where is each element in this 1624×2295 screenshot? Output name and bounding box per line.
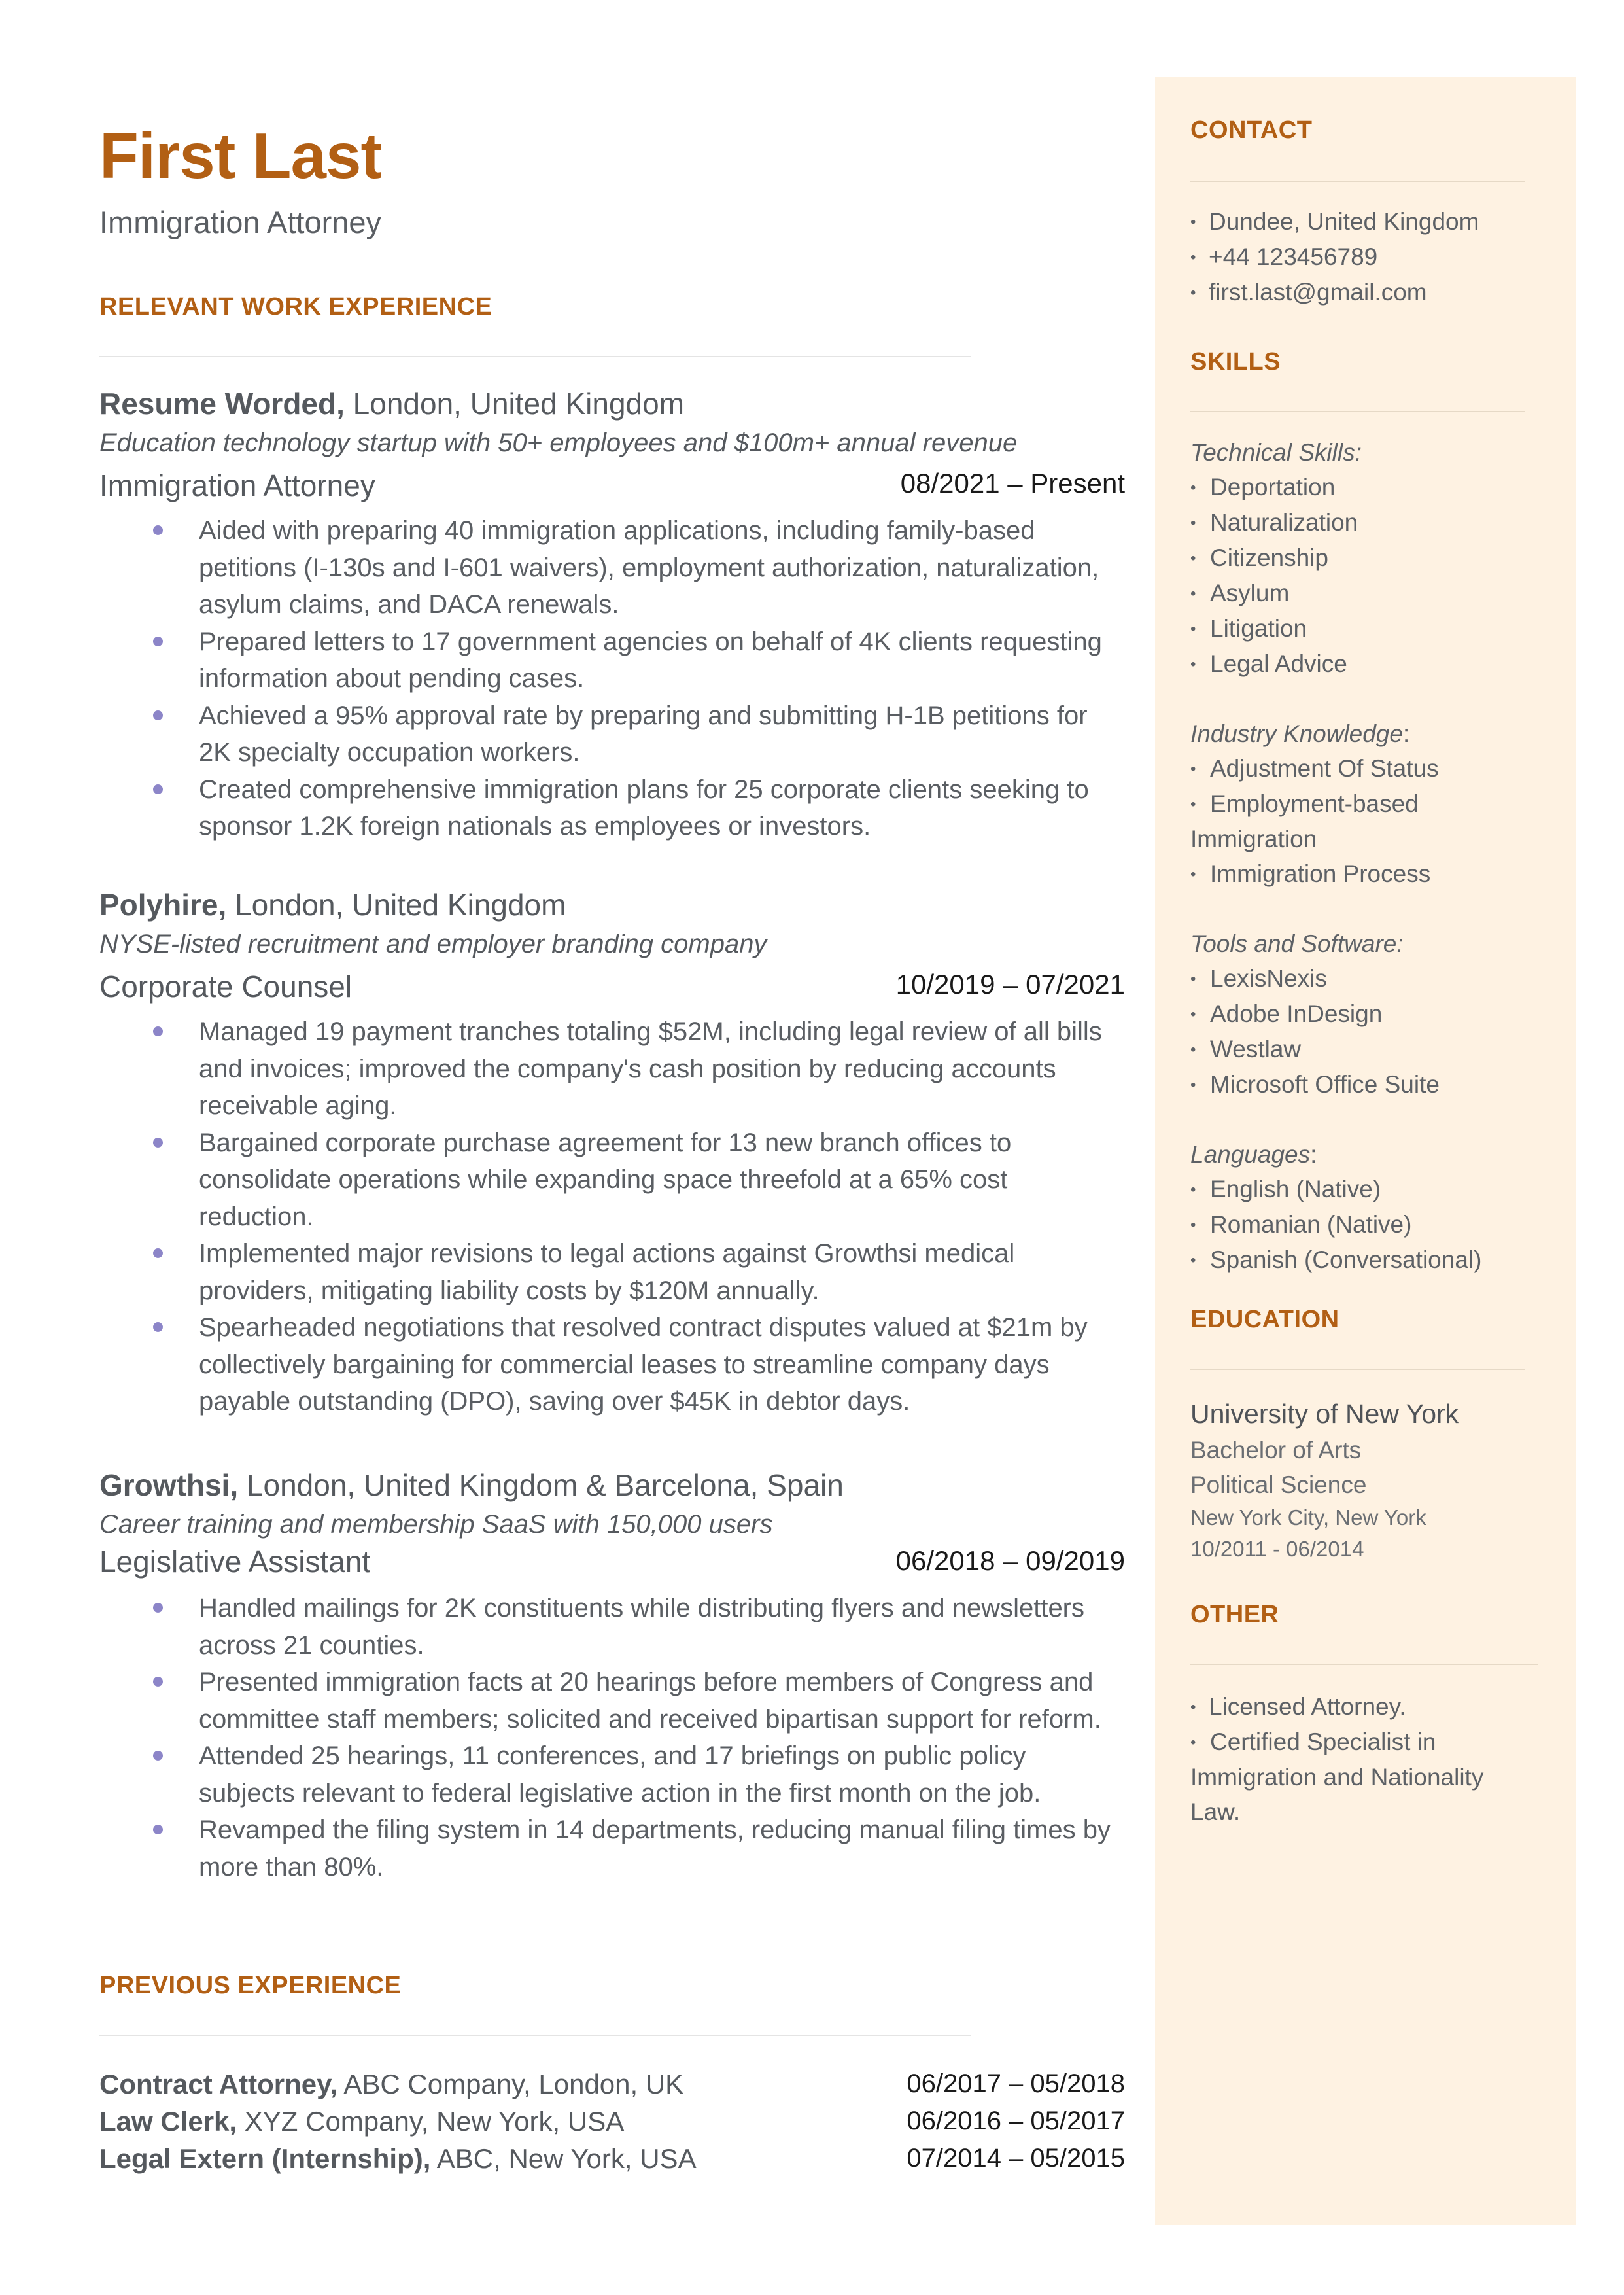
- bullet-item: Attended 25 hearings, 11 conferences, and 17 briefings on public policy subjects relevant to federal legislative action in the first month on the job.: [99, 1738, 1125, 1812]
- contact-phone: • +44 123456789: [1190, 239, 1557, 275]
- bullet-item: Achieved a 95% approval rate by preparing and submitting H-1B petitions for 2K specialty occupation workers.: [99, 697, 1125, 771]
- bullet-icon: •: [1190, 249, 1196, 266]
- education-school: University of New York: [1190, 1399, 1459, 1429]
- job-role: Immigration Attorney: [99, 468, 375, 502]
- skills-list: [1190, 435, 1557, 1312]
- section-divider: [99, 356, 971, 357]
- bullet-item: Handled mailings for 2K constituents while distributing flyers and newsletters across 21 counties.: [99, 1590, 1125, 1664]
- section-heading-previous-experience: PREVIOUS EXPERIENCE: [99, 1972, 402, 1999]
- sidebar-divider: [1190, 1369, 1525, 1370]
- bullet-item: Revamped the filing system in 14 departments, reducing manual filing times by more than 80%.: [99, 1812, 1125, 1885]
- previous-org: ABC, New York, USA: [430, 2143, 697, 2174]
- job-role: Legislative Assistant: [99, 1545, 371, 1579]
- job-company-description: Career training and membership SaaS with 150,000 users: [99, 1510, 773, 1539]
- job-company: Growthsi,: [99, 1468, 239, 1502]
- bullet-dot-icon: [153, 1248, 163, 1258]
- skill-item: • Naturalization: [1190, 509, 1358, 536]
- previous-experience-row: [99, 2103, 1125, 2140]
- skill-item-wrap: Immigration: [1190, 826, 1317, 852]
- sidebar-heading-skills: SKILLS: [1190, 348, 1281, 376]
- sidebar-divider: [1190, 411, 1525, 412]
- skills-group-technical: [1190, 435, 1557, 682]
- job-dates: 10/2019 – 07/2021: [895, 969, 1125, 1000]
- skill-item: • Microsoft Office Suite: [1190, 1071, 1440, 1098]
- sidebar-heading-contact: CONTACT: [1190, 116, 1313, 144]
- other-list: [1190, 1689, 1530, 1829]
- job-company: Resume Worded,: [99, 387, 345, 421]
- section-divider: [99, 2035, 971, 2036]
- job-entry: [99, 1465, 1125, 1885]
- job-dates: 08/2021 – Present: [900, 468, 1125, 499]
- education-dates: 10/2011 - 06/2014: [1190, 1537, 1364, 1561]
- job-company-line: [99, 885, 1125, 924]
- skills-group-tools: [1190, 926, 1557, 1102]
- education-entry: [1190, 1395, 1557, 1565]
- skill-item: • Adobe InDesign: [1190, 1000, 1383, 1027]
- job-role-row: [99, 463, 1125, 512]
- job-company: Polyhire,: [99, 888, 227, 922]
- skills-group-label: Technical Skills:: [1190, 439, 1362, 466]
- bullet-item: Created comprehensive immigration plans for 25 corporate clients seeking to sponsor 1.2K foreign nationals as employees or investors.: [99, 771, 1125, 845]
- skills-group-industry: [1190, 716, 1557, 892]
- bullet-dot-icon: [153, 1751, 163, 1761]
- skills-group-label: Languages:: [1190, 1141, 1317, 1168]
- previous-experience-row: [99, 2140, 1125, 2177]
- job-location: London, United Kingdom: [226, 888, 566, 922]
- bullet-item: Spearheaded negotiations that resolved contract disputes valued at $21m by collectively bargaining for commercial leases to streamline company days payable outstanding (DPO), saving over $45K in debtor days.: [99, 1309, 1125, 1420]
- skills-group-label: Tools and Software:: [1190, 930, 1404, 957]
- bullet-icon: •: [1190, 1698, 1196, 1716]
- bullet-item: Implemented major revisions to legal actions against Growthsi medical providers, mitigating liability costs by $120M annually.: [99, 1235, 1125, 1309]
- contact-email[interactable]: • first.last@gmail.com: [1190, 275, 1557, 310]
- previous-role: Law Clerk,: [99, 2106, 237, 2137]
- bullet-item: Presented immigration facts at 20 hearings before members of Congress and committee staff members; solicited and received bipartisan support for reform.: [99, 1664, 1125, 1738]
- bullet-dot-icon: [153, 1322, 163, 1332]
- skills-group-languages: [1190, 1137, 1557, 1278]
- skill-item: • LexisNexis: [1190, 965, 1327, 992]
- sidebar-divider: [1190, 1664, 1538, 1665]
- previous-experience-list: [99, 2065, 1125, 2177]
- previous-org: XYZ Company, New York, USA: [237, 2106, 625, 2137]
- bullet-item: Bargained corporate purchase agreement for 13 new branch offices to consolidate operations while expanding space threefold at a 65% cost reduction.: [99, 1125, 1125, 1236]
- candidate-name: First Last: [99, 120, 382, 192]
- skill-item: • Citizenship: [1190, 544, 1328, 571]
- skill-item: • Employment-based: [1190, 790, 1419, 817]
- skills-group-label: Industry Knowledge:: [1190, 720, 1410, 747]
- section-heading-relevant-experience: RELEVANT WORK EXPERIENCE: [99, 293, 492, 321]
- sidebar-heading-other: OTHER: [1190, 1601, 1279, 1628]
- education-degree: Bachelor of Arts: [1190, 1437, 1362, 1463]
- bullet-item: Prepared letters to 17 government agencies on behalf of 4K clients requesting information about pending cases.: [99, 623, 1125, 697]
- bullet-icon: •: [1190, 284, 1196, 302]
- job-bullets: [99, 512, 1125, 845]
- sidebar-divider: [1190, 181, 1525, 182]
- bullet-item: Managed 19 payment tranches totaling $52M, including legal review of all bills and invoices; improved the company's cash position by reducing accounts receivable aging.: [99, 1013, 1125, 1125]
- skill-item: • Asylum: [1190, 580, 1290, 606]
- skill-item: • Adjustment Of Status: [1190, 755, 1439, 782]
- other-item: • Certified Specialist in: [1190, 1725, 1530, 1760]
- other-item: • Licensed Attorney.: [1190, 1689, 1530, 1725]
- bullet-dot-icon: [153, 1603, 163, 1613]
- job-location: London, United Kingdom & Barcelona, Spain: [238, 1468, 844, 1502]
- job-role: Corporate Counsel: [99, 970, 353, 1004]
- bullet-icon: •: [1190, 1734, 1196, 1751]
- bullet-dot-icon: [153, 1825, 163, 1834]
- previous-role: Contract Attorney,: [99, 2069, 338, 2099]
- previous-experience-row: [99, 2065, 1125, 2103]
- education-major: Political Science: [1190, 1471, 1367, 1498]
- bullet-dot-icon: [153, 710, 163, 720]
- previous-dates: 06/2017 – 05/2018: [907, 2069, 1125, 2098]
- contact-location: • Dundee, United Kingdom: [1190, 204, 1557, 239]
- job-company-line: [99, 384, 1125, 423]
- job-entry: [99, 885, 1125, 1420]
- job-location: London, United Kingdom: [344, 387, 685, 421]
- skill-item: • English (Native): [1190, 1176, 1381, 1202]
- skill-item: • Spanish (Conversational): [1190, 1246, 1482, 1273]
- skill-item: • Deportation: [1190, 474, 1336, 500]
- bullet-dot-icon: [153, 1677, 163, 1687]
- skill-item: • Westlaw: [1190, 1036, 1302, 1062]
- job-company-description: Education technology startup with 50+ employees and $100m+ annual revenue: [99, 429, 1018, 457]
- bullet-icon: •: [1190, 213, 1196, 231]
- skill-item: • Immigration Process: [1190, 860, 1431, 887]
- skill-item: • Legal Advice: [1190, 650, 1347, 677]
- bullet-dot-icon: [153, 784, 163, 794]
- previous-org: ABC Company, London, UK: [337, 2069, 684, 2099]
- job-dates: 06/2018 – 09/2019: [895, 1545, 1125, 1576]
- skill-item: • Romanian (Native): [1190, 1211, 1412, 1238]
- job-role-row: [99, 964, 1125, 1013]
- job-bullets: [99, 1013, 1125, 1420]
- previous-role: Legal Extern (Internship),: [99, 2143, 431, 2174]
- job-company-line: [99, 1465, 1125, 1505]
- sidebar-heading-education: EDUCATION: [1190, 1306, 1339, 1333]
- bullet-dot-icon: [153, 637, 163, 646]
- job-role-row: [99, 1544, 1125, 1590]
- job-entry: [99, 384, 1125, 845]
- bullet-dot-icon: [153, 1026, 163, 1036]
- bullet-dot-icon: [153, 525, 163, 535]
- contact-list: [1190, 204, 1557, 310]
- previous-dates: 07/2014 – 05/2015: [907, 2144, 1125, 2173]
- education-location: New York City, New York: [1190, 1505, 1426, 1530]
- job-bullets: [99, 1590, 1125, 1885]
- skill-item: • Litigation: [1190, 615, 1307, 642]
- bullet-item: Aided with preparing 40 immigration applications, including family-based petitions (I-130s and I-601 waivers), employment authorization, naturalization, asylum claims, and DACA renewals.: [99, 512, 1125, 623]
- bullet-dot-icon: [153, 1138, 163, 1148]
- other-item-wrap: Immigration and Nationality Law.: [1190, 1764, 1484, 1825]
- candidate-title: Immigration Attorney: [99, 205, 382, 239]
- previous-dates: 06/2016 – 05/2017: [907, 2107, 1125, 2135]
- job-company-description: NYSE-listed recruitment and employer branding company: [99, 930, 767, 958]
